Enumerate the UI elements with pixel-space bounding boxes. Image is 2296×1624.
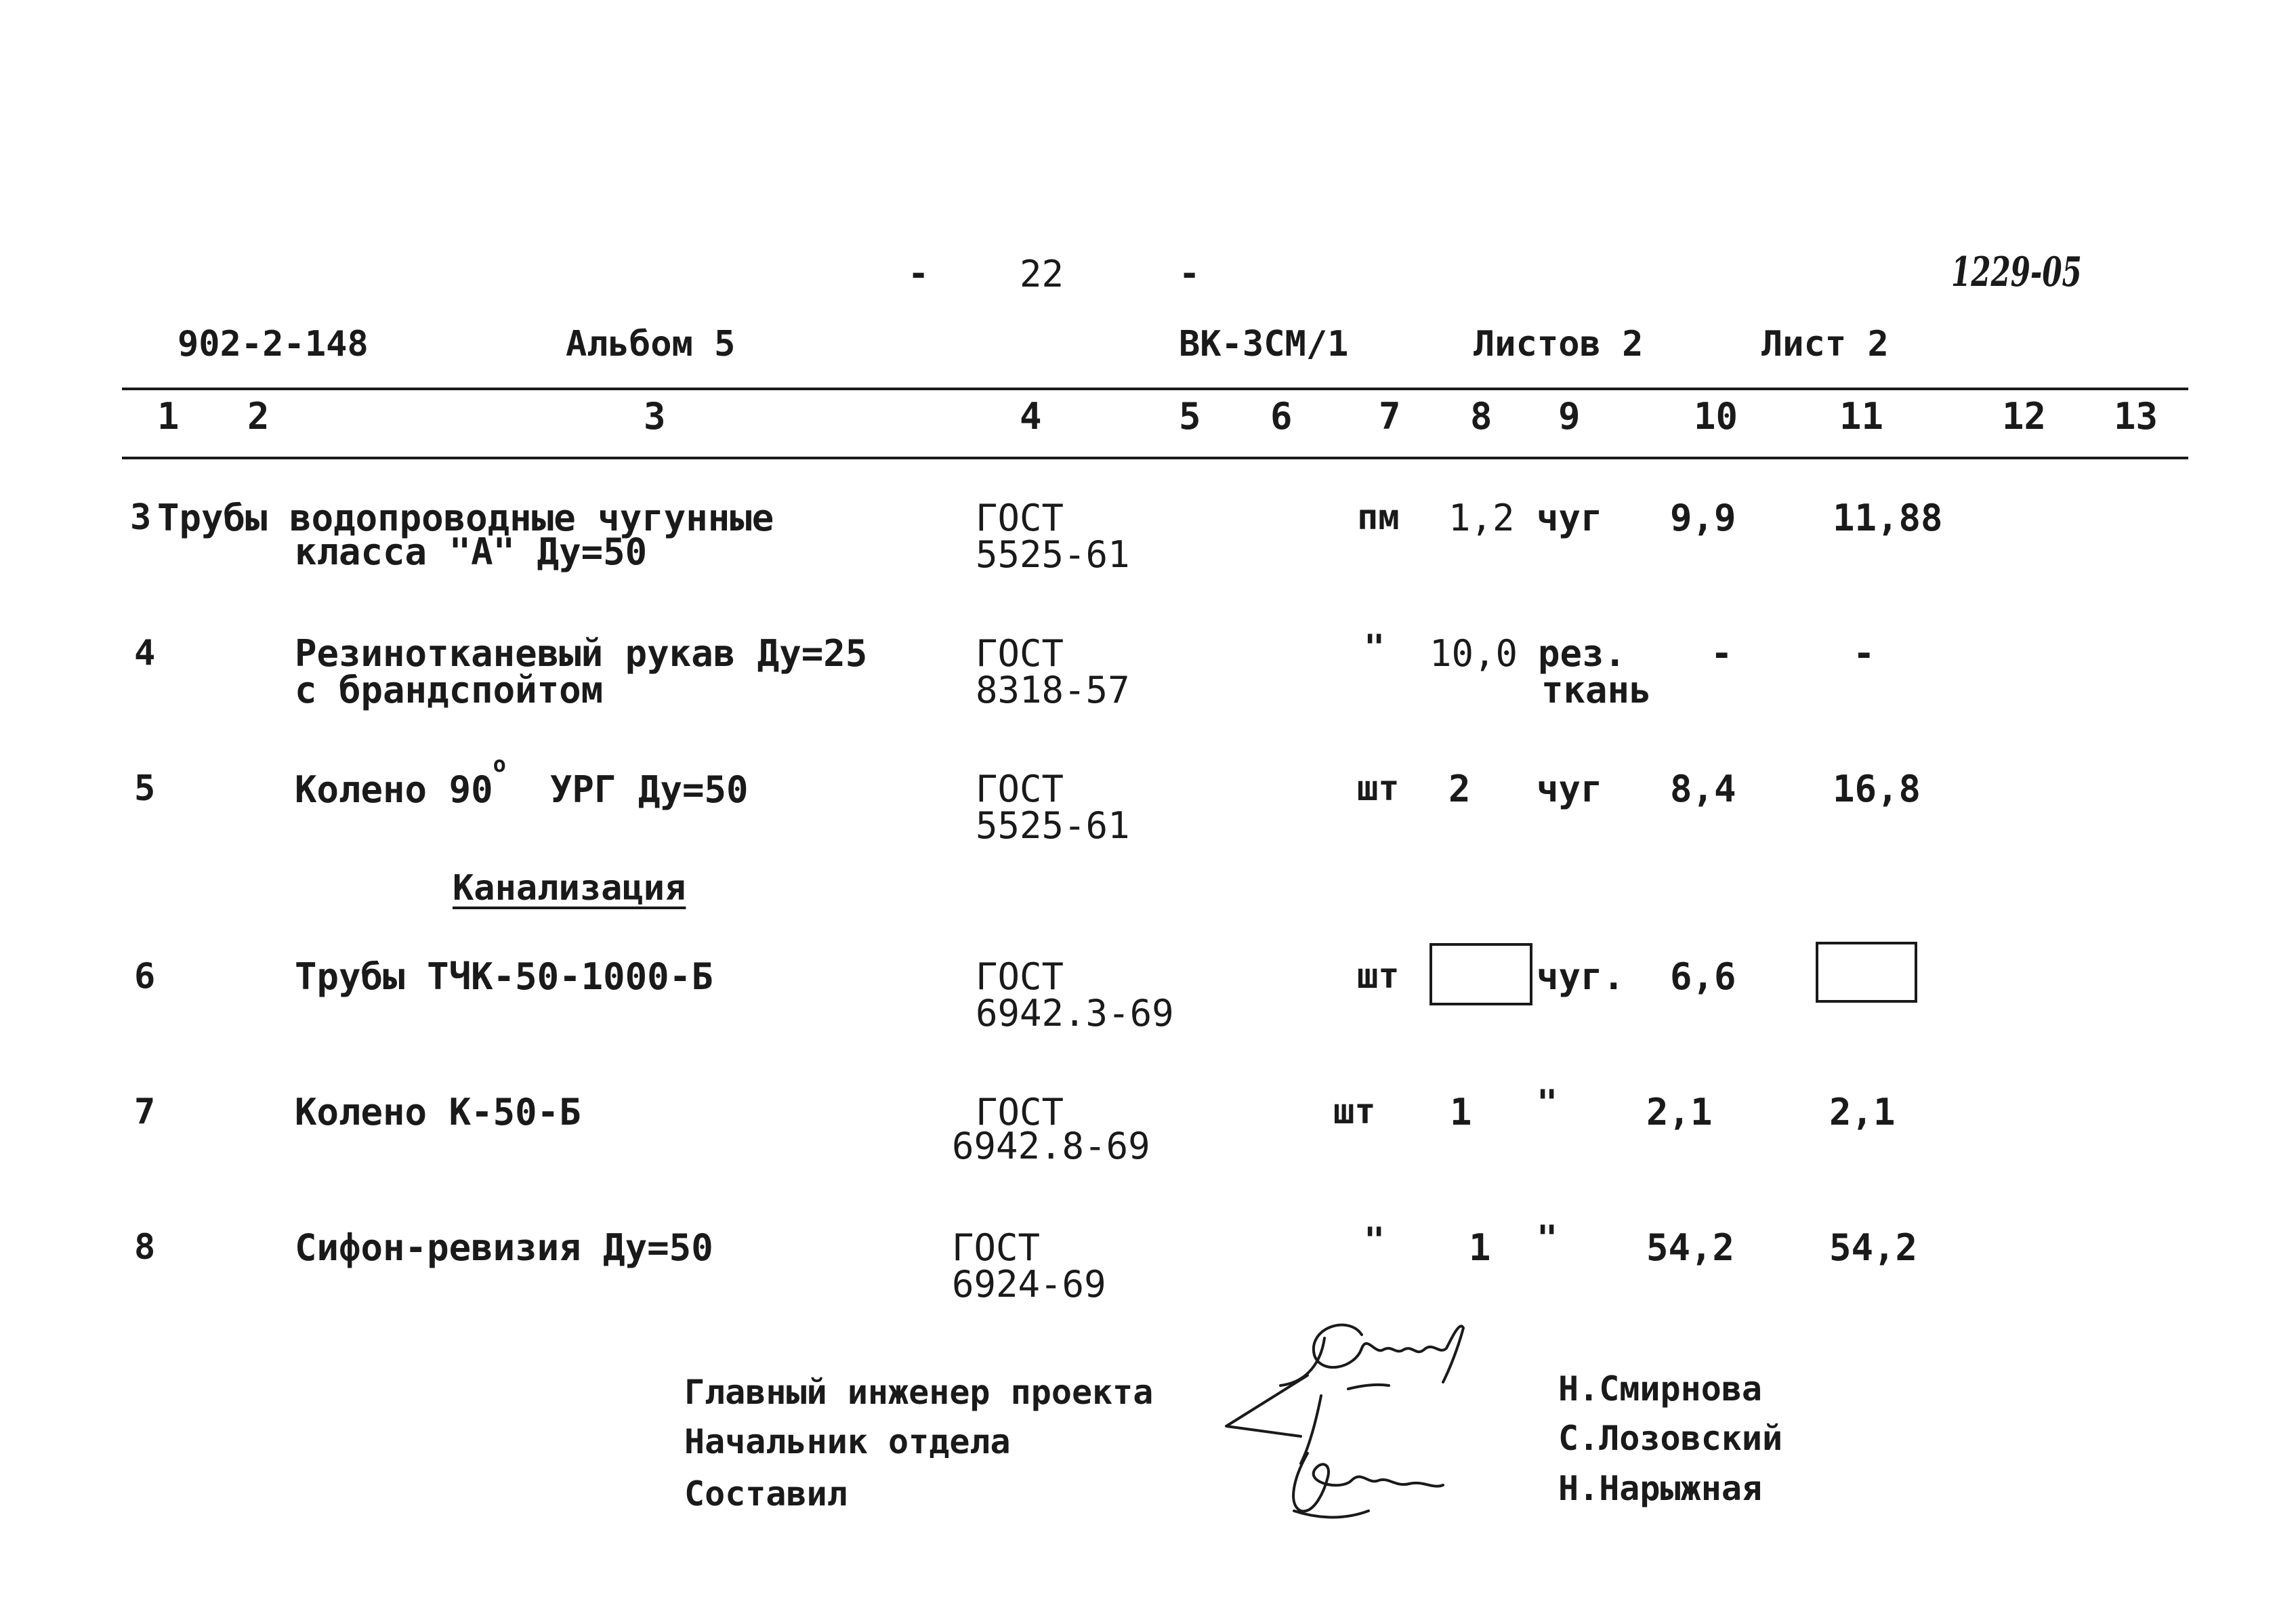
column-number: 7 — [1379, 395, 1401, 438]
row-name — [295, 955, 713, 998]
column-number: 12 — [2002, 395, 2047, 438]
gost-number: 6942.3-69 — [976, 992, 1174, 1035]
row-unit-mass: 2,1 — [1646, 1091, 1713, 1133]
row-total-mass: 2,1 — [1829, 1091, 1896, 1133]
handwritten-signatures — [1206, 1308, 1558, 1538]
column-number: 1 — [157, 395, 180, 438]
signature-role: Начальник отдела — [684, 1422, 1011, 1461]
column-number: 11 — [1839, 395, 1884, 438]
column-number: 6 — [1270, 395, 1293, 438]
row-material: " — [1537, 1083, 1558, 1123]
signature-role: Главный инженер проекта — [684, 1373, 1154, 1412]
column-number: 5 — [1179, 395, 1201, 438]
row-number: 8 — [134, 1227, 156, 1268]
row-total-mass: 11,88 — [1833, 497, 1943, 539]
material-line: чуг — [1537, 497, 1603, 539]
material-line: ткань — [1541, 669, 1652, 711]
page-number: 22 — [1020, 253, 1064, 295]
gost-number: 5525-61 — [976, 804, 1130, 847]
column-number: 2 — [247, 395, 270, 438]
column-number: 13 — [2114, 395, 2158, 438]
row-unit: шт — [1357, 768, 1400, 809]
row-total-mass-box — [1816, 942, 1917, 1003]
row-qty: 1,2 — [1448, 497, 1515, 539]
header-album: Альбом 5 — [566, 324, 736, 365]
row-number: 6 — [134, 956, 156, 997]
table-top-rule — [122, 388, 2188, 390]
row-material — [1537, 497, 1603, 539]
row-name-line: класса "А" Ду=50 — [295, 530, 648, 573]
row-name-line: Сифон-ревизия Ду=50 — [295, 1226, 713, 1269]
gost-number: 6942.8-69 — [952, 1125, 1150, 1167]
header-sheet: Лист 2 — [1761, 324, 1889, 365]
row-number: 3 — [130, 497, 152, 538]
row-number: 4 — [134, 633, 156, 673]
row-unit: " — [1364, 1220, 1385, 1261]
row-name — [295, 530, 648, 573]
column-number: 8 — [1470, 395, 1493, 438]
signature-name: Н.Нарыжная — [1558, 1469, 1763, 1508]
gost-number: 5525-61 — [976, 533, 1130, 576]
row-qty: 1 — [1469, 1226, 1491, 1269]
page-number-dash-left: - — [908, 253, 930, 294]
handwritten-code: 1229-05 — [1951, 249, 2082, 296]
row-name-main: Колено 90 — [295, 768, 493, 811]
header-doc-code: ВК-ЗСМ/1 — [1179, 324, 1349, 365]
row-material — [1537, 955, 1625, 998]
row-gost — [952, 1125, 1150, 1167]
gost-label: ГОСТ — [976, 1091, 1064, 1133]
material-line: чуг. — [1537, 955, 1625, 998]
row-unit-mass: 9,9 — [1670, 497, 1736, 539]
page-number-dash-right: - — [1179, 253, 1201, 294]
row-gost — [952, 1226, 1106, 1306]
row-gost — [976, 632, 1130, 711]
row-gost — [976, 768, 1130, 847]
column-number: 9 — [1558, 395, 1581, 438]
signature-name: Н.Смирнова — [1558, 1369, 1763, 1409]
row-gost — [976, 955, 1174, 1035]
row-number: 5 — [134, 768, 156, 809]
row-unit: " — [1364, 627, 1385, 668]
row-name-tail: УРГ Ду=50 — [505, 768, 749, 811]
row-name — [295, 632, 868, 711]
header-code: 902-2-148 — [178, 324, 369, 365]
row-name — [295, 751, 749, 811]
gost-label: ГОСТ — [976, 497, 1064, 539]
table-header-rule — [122, 457, 2188, 459]
row-total-mass: - — [1853, 632, 1875, 675]
row-name-line: Колено К-50-Б — [295, 1091, 581, 1133]
row-name-line: с брандспойтом — [295, 669, 604, 711]
row-qty-box — [1429, 943, 1532, 1005]
column-number: 3 — [644, 395, 666, 438]
signature-name: С.Лозовский — [1558, 1419, 1783, 1458]
header-sheets-total: Листов 2 — [1474, 324, 1644, 365]
row-qty: 2 — [1448, 768, 1471, 810]
gost-number: 8318-57 — [976, 669, 1130, 711]
row-name-line: Трубы водопроводные чугунные — [157, 497, 774, 539]
row-material: " — [1537, 1218, 1558, 1259]
material-line: чуг — [1537, 768, 1603, 810]
row-total-mass: 16,8 — [1833, 768, 1921, 810]
gost-label: ГОСТ — [952, 1226, 1041, 1269]
row-total-mass: 54,2 — [1829, 1226, 1918, 1269]
row-unit-mass: 6,6 — [1670, 955, 1736, 998]
row-number: 7 — [134, 1091, 156, 1132]
row-name-line: Резинотканевый рукав Ду=25 — [295, 632, 868, 675]
row-unit: пм — [1357, 497, 1400, 538]
row-name — [295, 1091, 581, 1133]
row-qty: 1 — [1450, 1091, 1472, 1133]
row-material — [1537, 768, 1603, 810]
gost-label: ГОСТ — [976, 768, 1064, 810]
gost-label: ГОСТ — [976, 632, 1064, 675]
gost-label: ГОСТ — [976, 955, 1064, 998]
row-name — [295, 1226, 713, 1269]
row-unit-mass: - — [1711, 632, 1733, 675]
row-unit: шт — [1357, 956, 1400, 997]
degree-sign: о — [493, 751, 506, 777]
row-material — [1538, 632, 1652, 711]
row-qty: 10,0 — [1429, 632, 1518, 675]
row-unit: шт — [1333, 1091, 1376, 1132]
column-number: 10 — [1694, 395, 1738, 438]
signature-role: Составил — [684, 1474, 848, 1514]
row-name-line: Трубы ТЧК-50-1000-Б — [295, 955, 713, 998]
section-title: Канализация — [453, 868, 686, 909]
row-unit-mass: 8,4 — [1670, 768, 1736, 810]
row-gost — [976, 497, 1130, 576]
column-number: 4 — [1020, 395, 1042, 438]
material-line: рез. — [1538, 632, 1627, 675]
row-unit-mass: 54,2 — [1646, 1226, 1735, 1269]
gost-number: 6924-69 — [952, 1263, 1106, 1306]
